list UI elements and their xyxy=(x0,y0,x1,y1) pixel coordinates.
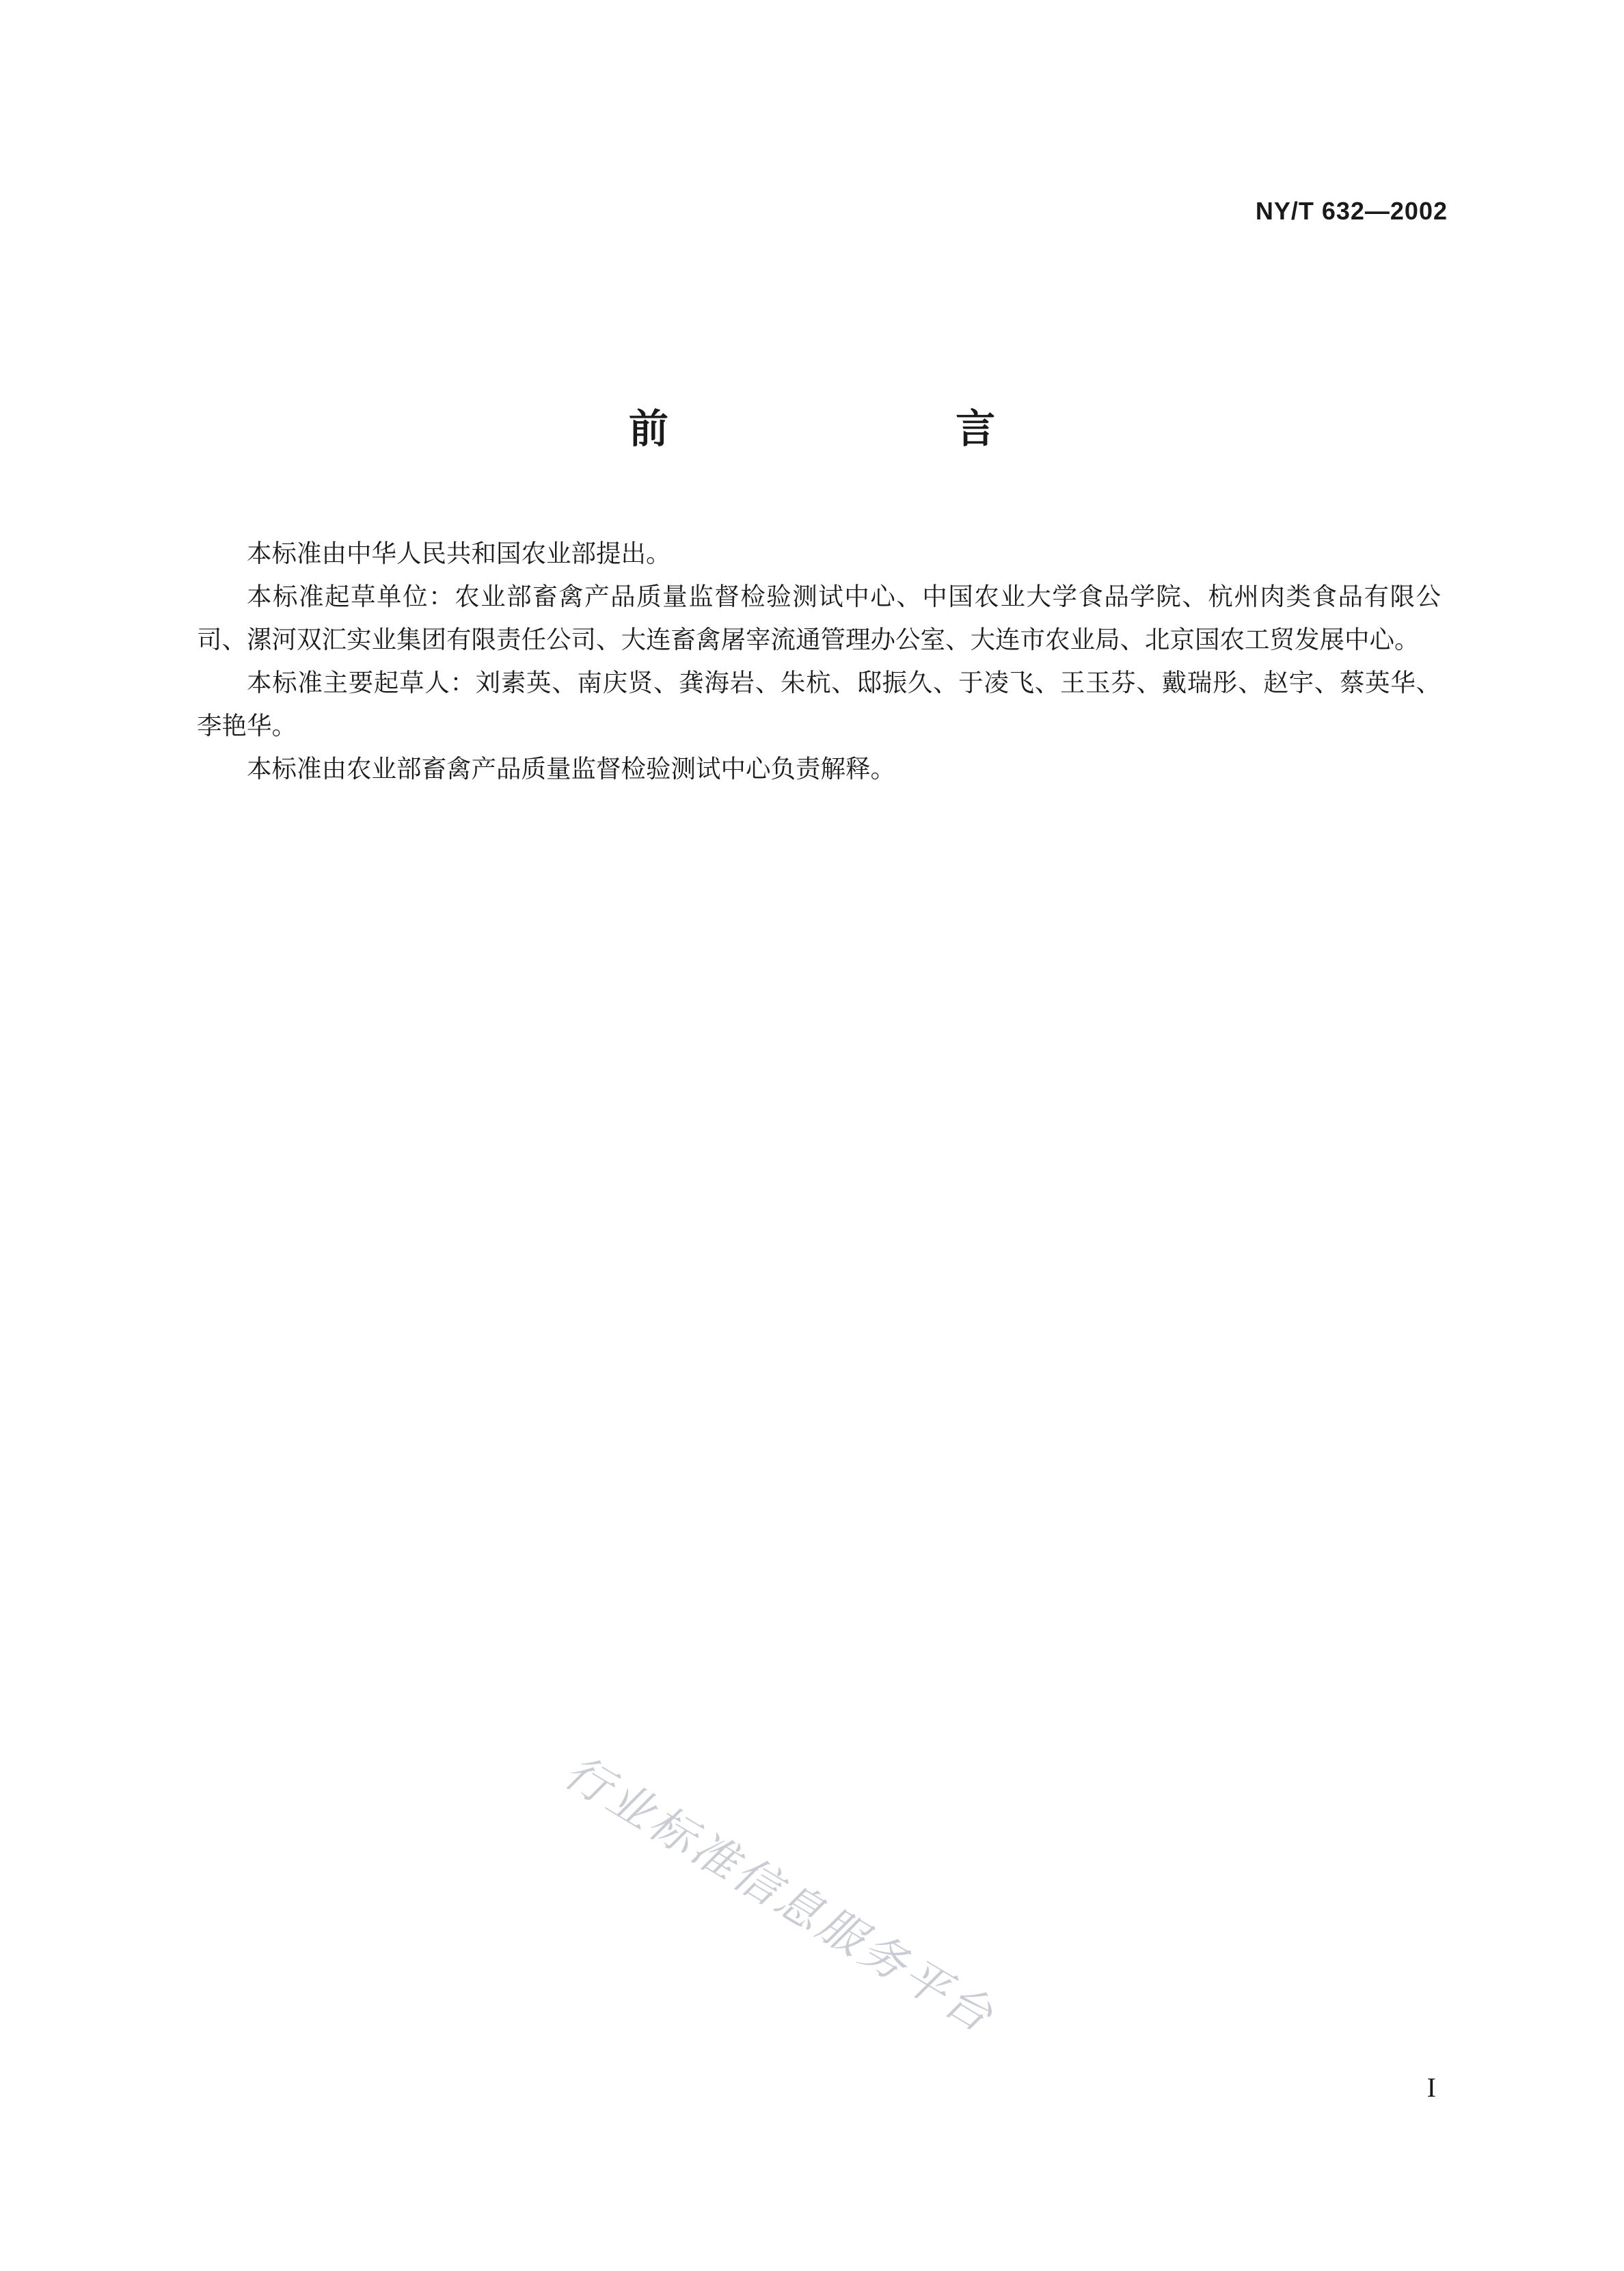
watermark: 行业标准信息服务平台 xyxy=(555,1745,1005,2044)
paragraph-drafters: 本标准主要起草人：刘素英、南庆贤、龚海岩、朱杭、邸振久、于凌飞、王玉芬、戴瑞彤、赵宇、蔡英华、李艳华。 xyxy=(197,668,1441,740)
paragraph-drafting-units: 本标准起草单位：农业部畜禽产品质量监督检验测试中心、中国农业大学食品学院、杭州肉类食品有限公司、漯河双汇实业集团有限责任公司、大连畜禽屠宰流通管理办公室、大连市农业局、北京国农工贸发展中心。 xyxy=(197,582,1441,654)
foreword-body xyxy=(197,532,1441,790)
page-number: I xyxy=(1426,2072,1436,2103)
standard-code: NY/T 632—2002 xyxy=(1255,197,1448,225)
paragraph-interpretation: 本标准由农业部畜禽产品质量监督检验测试中心负责解释。 xyxy=(247,754,895,783)
page-title: 前 言 xyxy=(628,405,1133,452)
paragraph-proposer: 本标准由中华人民共和国农业部提出。 xyxy=(247,539,671,568)
